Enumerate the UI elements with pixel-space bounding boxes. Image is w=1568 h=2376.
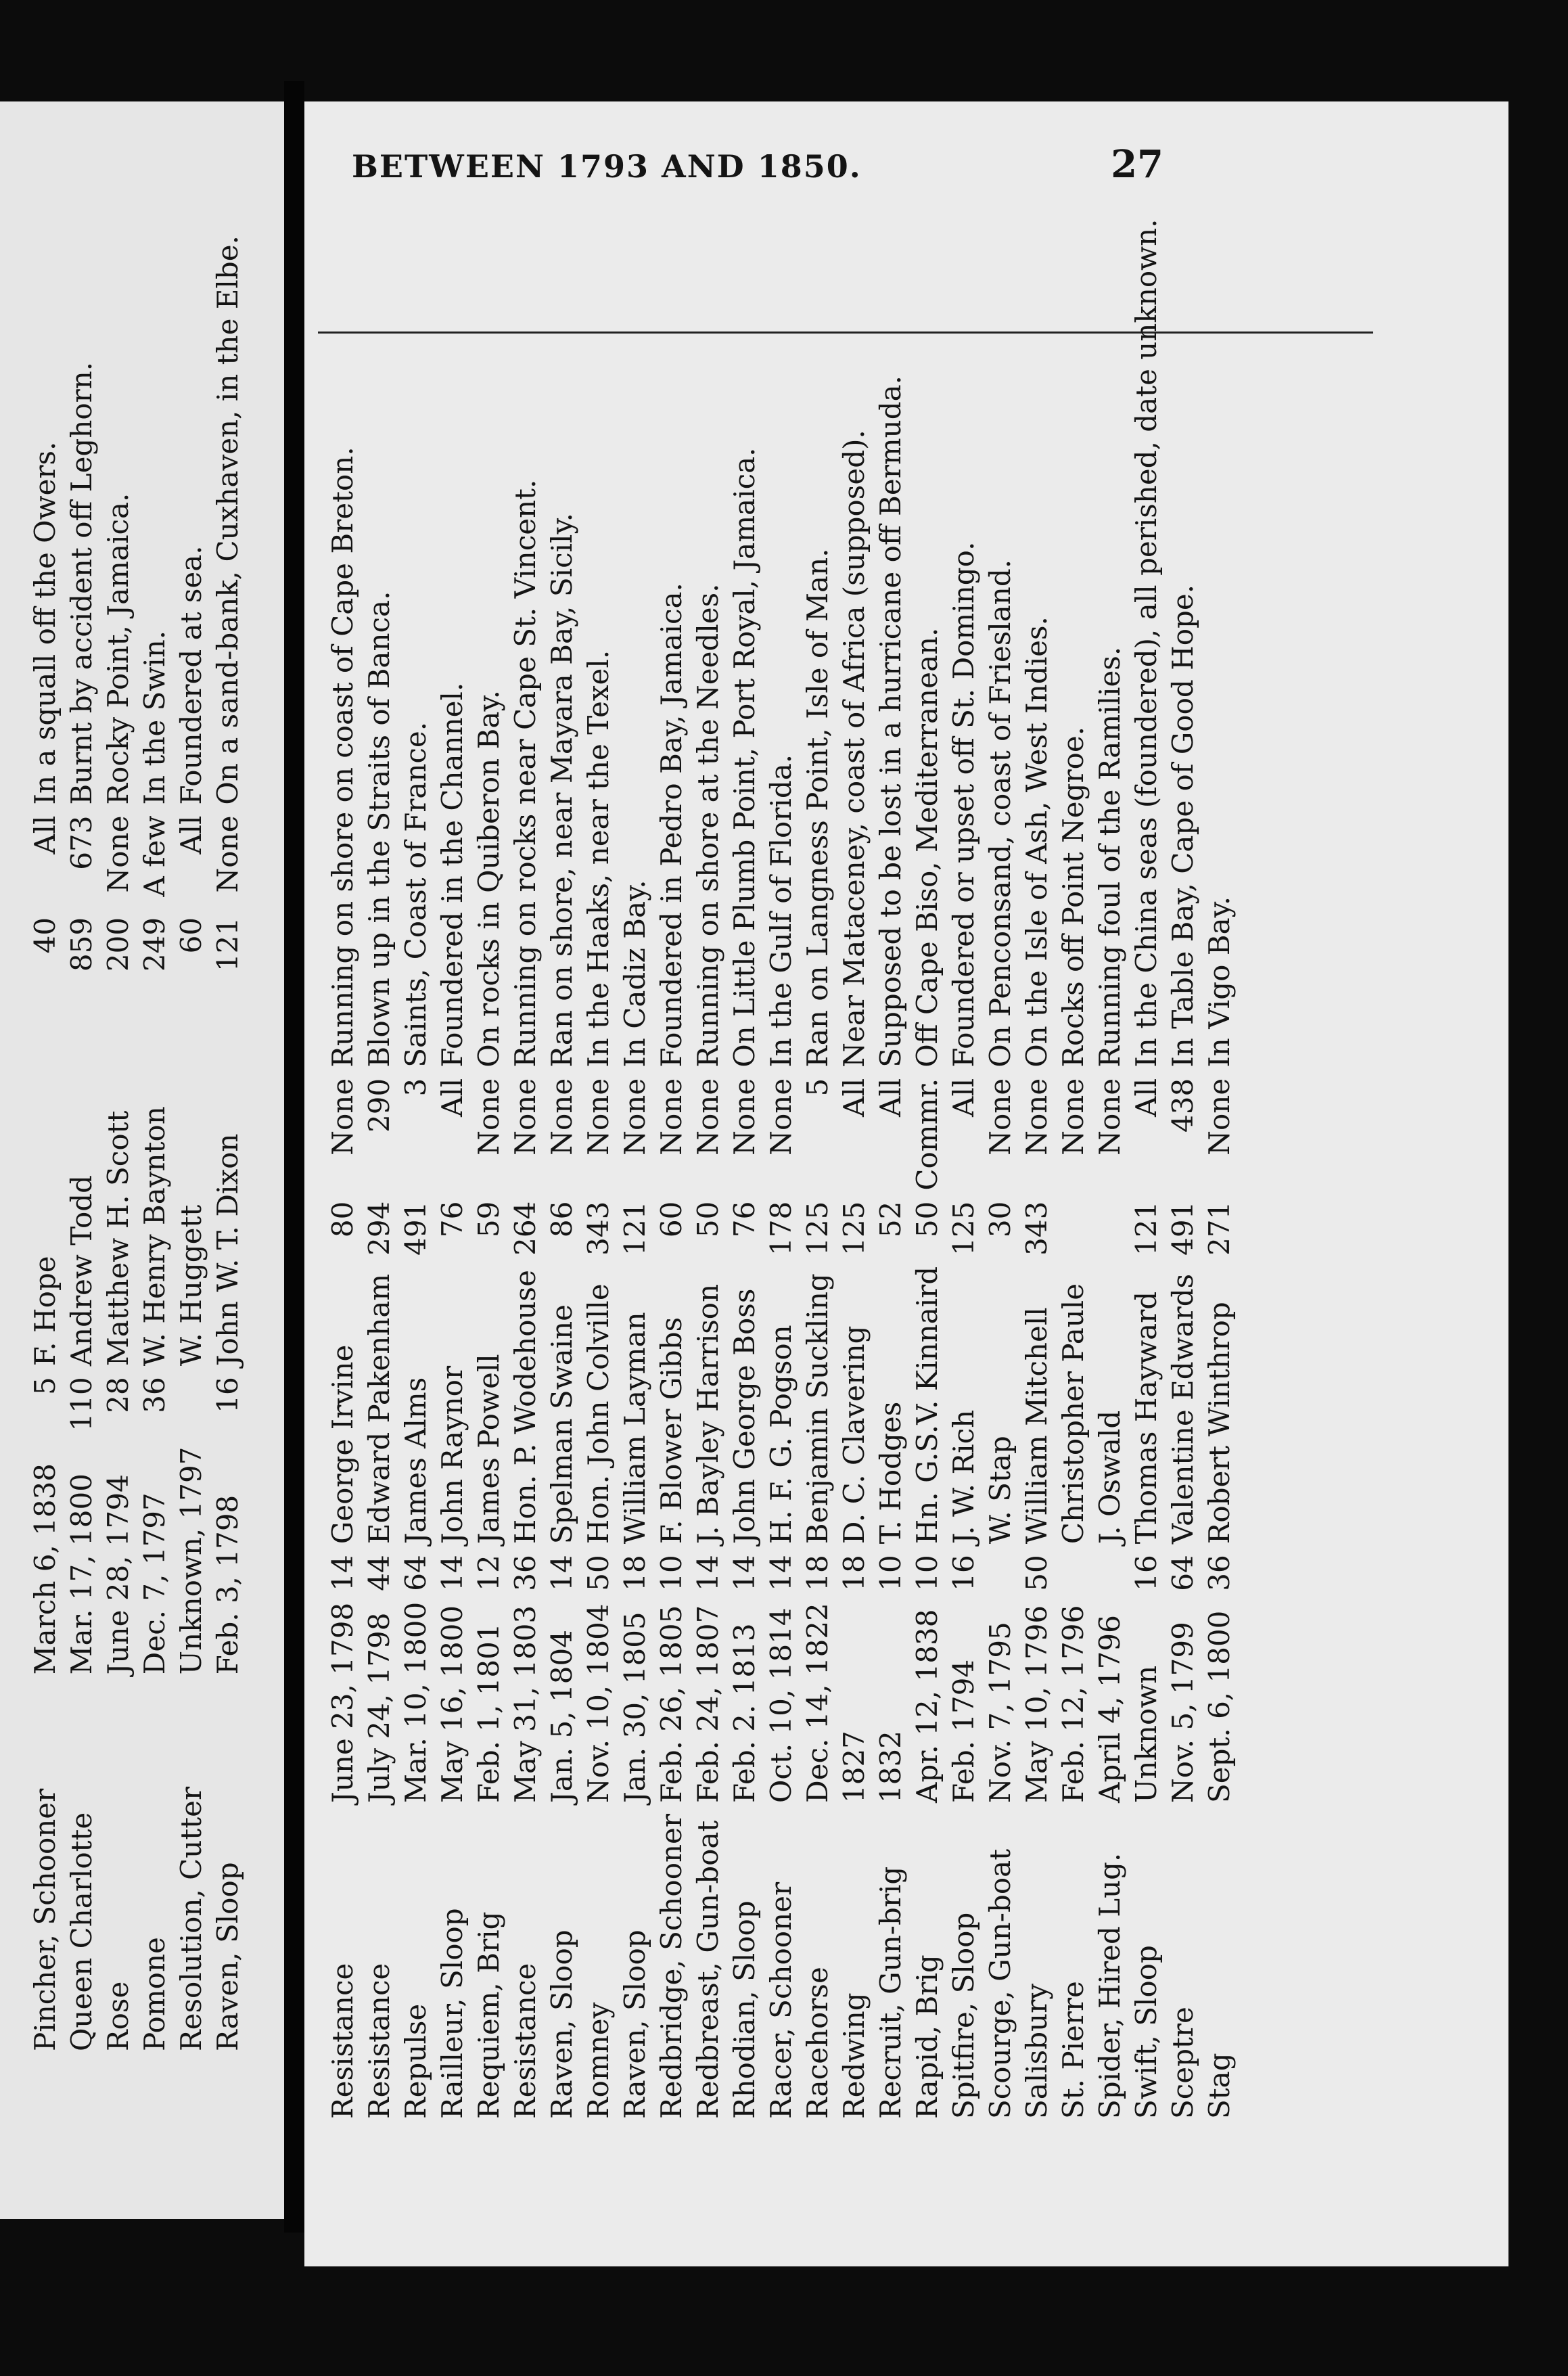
place-cell: Burnt by accident off Leghorn. [65, 361, 98, 805]
ship-cell: Redbridge, Schooner [655, 1814, 688, 2119]
guns-cell: 14 [764, 1555, 798, 1591]
lost-cell: None [1020, 1078, 1053, 1156]
table-row [210, 230, 246, 2057]
guns-cell [1055, 1549, 1092, 1596]
date-cell: Feb. 26, 1805 [655, 1605, 688, 1803]
guns-cell: 10 [655, 1555, 688, 1591]
commander-cell: Christopher Paule [1057, 1283, 1090, 1545]
commander-cell: William Mitchell [1020, 1307, 1053, 1545]
commander-cell: Edward Pakenham [363, 1273, 396, 1545]
guns-cell: 18 [801, 1555, 834, 1591]
place-cell: Foundered in the Channel. [436, 682, 469, 1068]
date-cell: June 23, 1798 [326, 1602, 359, 1803]
date-cell: Unknown [1130, 1665, 1163, 1803]
ship-cell: Resistance [326, 1963, 359, 2119]
crew-cell: 30 [984, 1201, 1017, 1238]
ship-cell: St. Pierre [1057, 1981, 1090, 2119]
lost-cell: A few [138, 815, 171, 897]
commander-cell: D. C. Clavering [837, 1325, 871, 1545]
lost-cell: All [947, 1078, 980, 1117]
table-row [361, 213, 398, 2124]
crew-cell: 249 [138, 917, 171, 972]
commander-cell: J. W. Rich [947, 1409, 980, 1545]
table-row [836, 213, 873, 2124]
commander-cell: William Layman [618, 1312, 651, 1545]
lost-cell: None [472, 1078, 505, 1156]
losses-table-rotated [325, 219, 1353, 2124]
ship-cell: Rose [101, 1981, 135, 2051]
ship-cell: Spitfire, Sloop [947, 1912, 980, 2119]
guns-cell [982, 1549, 1019, 1596]
date-cell: Mar. 10, 1800 [399, 1601, 432, 1803]
crew-cell: 491 [399, 1201, 432, 1256]
date-cell: Feb. 1794 [947, 1659, 980, 1803]
guns-cell: 36 [1203, 1555, 1236, 1591]
commander-cell: T. Hodges [874, 1401, 907, 1545]
commander-cell: W. Stap [984, 1436, 1017, 1545]
date-cell: Dec. 7, 1797 [138, 1492, 171, 1675]
table-row [946, 213, 982, 2124]
table-row [617, 213, 653, 2124]
commander-cell: Matthew H. Scott [101, 1110, 135, 1367]
lost-cell: All [175, 815, 208, 854]
ship-cell: Redwing [837, 1992, 871, 2119]
date-cell: 1827 [837, 1731, 871, 1803]
commander-cell: Benjamin Suckling [801, 1273, 834, 1545]
table-row [1128, 213, 1165, 2124]
table-row [398, 213, 434, 2124]
date-cell: Feb. 24, 1807 [691, 1605, 724, 1803]
commander-cell: Hon. John Colville [582, 1283, 615, 1545]
crew-cell: 125 [801, 1201, 834, 1256]
crew-cell: 60 [175, 917, 208, 954]
crew-cell [1055, 1196, 1092, 1261]
guns-cell: 5 [28, 1377, 62, 1396]
losses-table [325, 213, 1238, 2124]
guns-cell: 44 [363, 1555, 396, 1591]
crew-cell: 121 [1130, 1201, 1163, 1256]
place-cell: In the Swin. [138, 630, 171, 805]
date-cell: Unknown, 1797 [175, 1446, 208, 1675]
table-row [982, 213, 1019, 2124]
table-row [800, 213, 836, 2124]
lost-cell: None [691, 1078, 724, 1156]
place-cell: On a sand-bank, Cuxhaven, in the Elbe. [211, 235, 244, 805]
place-cell: Rocky Point, Jamaica. [101, 493, 135, 805]
commander-cell: Valentine Edwards [1166, 1273, 1199, 1545]
lost-cell: All [874, 1078, 907, 1117]
table-row [909, 213, 946, 2124]
ship-cell: Railleur, Sloop [436, 1908, 469, 2119]
ship-cell: Repulse [399, 2003, 432, 2119]
place-cell: Ran on shore, near Mayara Bay, Sicily. [545, 513, 578, 1068]
lost-cell: Commr. [910, 1078, 944, 1191]
previous-page [0, 101, 284, 2219]
lost-cell: None [1093, 1078, 1126, 1156]
crew-cell: 50 [910, 1201, 944, 1238]
date-cell: Nov. 5, 1799 [1166, 1622, 1199, 1803]
ship-cell: Romney [582, 2002, 615, 2119]
table-row [690, 213, 727, 2124]
guns-cell: 36 [138, 1377, 171, 1413]
guns-cell: 16 [1130, 1555, 1163, 1591]
date-cell: Nov. 10, 1804 [582, 1603, 615, 1803]
place-cell: Supposed to be lost in a hurricane off Bermuda. [874, 375, 907, 1068]
guns-cell: 14 [545, 1555, 578, 1591]
ship-cell: Resolution, Cutter [175, 1786, 208, 2051]
date-cell: Feb. 3, 1798 [211, 1494, 244, 1675]
lost-cell: 290 [363, 1078, 396, 1133]
place-cell: On Little Plumb Point, Port Royal, Jamaica. [728, 447, 761, 1068]
commander-cell: W. Huggett [175, 1204, 208, 1367]
table-row [1165, 213, 1201, 2124]
guns-cell: 14 [326, 1555, 359, 1591]
ship-cell: Pincher, Schooner [28, 1788, 62, 2051]
lost-cell: 673 [65, 815, 98, 870]
commander-cell: J. Oswald [1093, 1410, 1126, 1545]
crew-cell: 52 [874, 1201, 907, 1238]
place-cell: In Vigo Bay. [1203, 896, 1236, 1068]
place-cell: Off Cape Biso, Mediterranean. [910, 627, 944, 1068]
ship-cell: Requiem, Brig [472, 1911, 505, 2119]
guns-cell: 10 [874, 1555, 907, 1591]
place-cell: Running on shore on coast of Cape Breton. [326, 447, 359, 1068]
table-row [471, 213, 507, 2124]
crew-cell: 125 [947, 1201, 980, 1256]
lost-cell: All [436, 1078, 469, 1117]
date-cell: May 31, 1803 [509, 1605, 542, 1803]
place-cell: Running on rocks near Cape St. Vincent. [509, 479, 542, 1068]
date-cell: May 10, 1796 [1020, 1605, 1053, 1803]
crew-cell: 80 [326, 1201, 359, 1238]
crew-cell: 178 [764, 1201, 798, 1256]
date-cell: July 24, 1798 [363, 1612, 396, 1803]
guns-cell: 16 [947, 1555, 980, 1591]
crew-cell: 343 [1020, 1201, 1053, 1256]
lost-cell: 438 [1166, 1078, 1199, 1133]
ship-cell: Raven, Sloop [545, 1929, 578, 2119]
lost-cell: None [764, 1078, 798, 1156]
commander-cell: Thomas Hayward [1130, 1291, 1163, 1545]
table-row [544, 213, 580, 2124]
date-cell: June 28, 1794 [101, 1474, 135, 1675]
commander-cell: F. Blower Gibbs [655, 1317, 688, 1545]
lost-cell: 3 [399, 1078, 432, 1097]
crew-cell: 294 [363, 1201, 396, 1256]
commander-cell: John George Boss [728, 1288, 761, 1545]
place-cell: In a squall off the Owers. [28, 441, 62, 805]
guns-cell: 28 [101, 1377, 135, 1413]
guns-cell: 12 [472, 1555, 505, 1591]
lost-cell: None [1203, 1078, 1236, 1156]
guns-cell: 50 [1020, 1555, 1053, 1591]
crew-cell: 121 [618, 1201, 651, 1256]
place-cell: Saints, Coast of France. [399, 721, 432, 1068]
lost-cell: None [728, 1078, 761, 1156]
table-row [173, 230, 210, 2057]
commander-cell: George Irvine [326, 1344, 359, 1545]
ship-cell: Resistance [363, 1963, 396, 2119]
ship-cell: Racehorse [801, 1967, 834, 2119]
crew-cell: 264 [509, 1201, 542, 1256]
lost-cell: All [1130, 1078, 1163, 1117]
date-cell: March 6, 1838 [28, 1463, 62, 1675]
guns-cell: 36 [509, 1555, 542, 1591]
commander-cell: Robert Winthrop [1203, 1302, 1236, 1545]
table-row [64, 230, 100, 2057]
date-cell: Jan. 30, 1805 [618, 1612, 651, 1803]
guns-cell: 50 [582, 1555, 615, 1591]
page-number: 27 [1111, 142, 1163, 187]
crew-cell: 859 [65, 917, 98, 972]
date-cell: Feb. 2. 1813 [728, 1623, 761, 1803]
lost-cell: None [211, 815, 244, 893]
commander-cell: Hon. P. Wodehouse [509, 1270, 542, 1545]
table-row [434, 213, 471, 2124]
guns-cell: 18 [618, 1555, 651, 1591]
place-cell: In the Gulf of Florida. [764, 754, 798, 1068]
previous-page-rotated [0, 101, 284, 2219]
lost-cell: None [509, 1078, 542, 1156]
page-title: BETWEEN 1793 AND 1850. [352, 148, 862, 185]
crew-cell: 76 [728, 1201, 761, 1238]
guns-cell: 64 [399, 1555, 432, 1591]
lost-cell: None [582, 1078, 615, 1156]
ship-cell: Stag [1203, 2053, 1236, 2119]
place-cell: Foundered at sea. [175, 545, 208, 805]
guns-cell: 64 [1166, 1555, 1199, 1591]
place-cell: In the China seas (foundered), all perished, date unknown. [1130, 219, 1163, 1068]
place-cell: Running on shore at the Needles. [691, 583, 724, 1068]
crew-cell: 76 [436, 1201, 469, 1238]
place-cell: Running foul of the Ramilies. [1093, 646, 1126, 1068]
crew-cell: 50 [691, 1201, 724, 1238]
date-cell: Sept. 6, 1800 [1203, 1610, 1236, 1803]
commander-cell: Hn. G.S.V. Kinnaird [910, 1266, 944, 1545]
guns-cell: 14 [691, 1555, 724, 1591]
date-cell: Mar. 17, 1800 [65, 1473, 98, 1675]
ship-cell: Resistance [509, 1963, 542, 2119]
date-cell: Nov. 7, 1795 [984, 1622, 1017, 1803]
date-cell: 1832 [874, 1731, 907, 1803]
lost-cell: None [1057, 1078, 1090, 1156]
ship-cell: Salisbury [1020, 1984, 1053, 2119]
ship-cell: Racer, Schooner [764, 1881, 798, 2119]
lost-cell: None [618, 1078, 651, 1156]
ship-cell: Rapid, Brig [910, 1955, 944, 2119]
table-row [1055, 213, 1092, 2124]
guns-cell: 110 [65, 1377, 98, 1432]
lost-cell: None [101, 815, 135, 893]
running-head [352, 142, 1163, 187]
ship-cell: Scourge, Gun-boat [984, 1848, 1017, 2119]
ship-cell: Raven, Sloop [211, 1862, 244, 2051]
table-row [580, 213, 617, 2124]
crew-cell [1092, 1196, 1128, 1261]
table-row [325, 213, 361, 2124]
lost-cell: None [326, 1078, 359, 1156]
place-cell: On rocks in Quiberon Bay. [472, 690, 505, 1068]
guns-cell [173, 1371, 210, 1441]
guns-cell: 10 [910, 1555, 944, 1591]
date-cell: Apr. 12, 1838 [910, 1609, 944, 1803]
crew-cell: 59 [472, 1201, 505, 1238]
place-cell: Foundered or upset off St. Domingo. [947, 541, 980, 1068]
lost-cell: All [837, 1078, 871, 1117]
crew-cell: 271 [1203, 1201, 1236, 1256]
table-row [653, 213, 690, 2124]
lost-cell: 5 [801, 1078, 834, 1097]
lost-cell: None [655, 1078, 688, 1156]
crew-cell: 86 [545, 1201, 578, 1238]
table-row [507, 213, 544, 2124]
ship-cell: Spider, Hired Lug. [1093, 1852, 1126, 2119]
place-cell: Ran on Langness Point, Isle of Man. [801, 548, 834, 1068]
table-row [137, 230, 173, 2057]
table-row [1092, 213, 1128, 2124]
place-cell: Foundered in Pedro Bay, Jamaica. [655, 582, 688, 1068]
table-row [1201, 213, 1238, 2124]
place-cell: In Cadiz Bay. [618, 879, 651, 1068]
guns-cell: 18 [837, 1555, 871, 1591]
date-cell: April 4, 1796 [1093, 1615, 1126, 1803]
commander-cell: F. Hope [28, 1256, 62, 1367]
table-row [873, 213, 909, 2124]
ship-cell: Recruit, Gun-brig [874, 1866, 907, 2119]
crew-cell: 491 [1166, 1201, 1199, 1256]
ship-cell: Rhodian, Sloop [728, 1900, 761, 2119]
date-cell: Oct. 10, 1814 [764, 1607, 798, 1803]
commander-cell: John Raynor [436, 1365, 469, 1545]
commander-cell: W. Henry Baynton [138, 1106, 171, 1367]
place-cell: Near Mataceney, coast of Africa (supposed). [837, 430, 871, 1068]
ship-cell: Swift, Sloop [1130, 1945, 1163, 2119]
lost-cell: None [545, 1078, 578, 1156]
crew-cell: 60 [655, 1201, 688, 1238]
crew-cell: 343 [582, 1201, 615, 1256]
place-cell: On Penconsand, coast of Friesland. [984, 559, 1017, 1068]
book-gutter [284, 81, 304, 2233]
place-cell: On the Isle of Ash, West Indies. [1020, 616, 1053, 1068]
table-row [100, 230, 137, 2057]
table-row [1019, 213, 1055, 2124]
place-cell: In the Haaks, near the Texel. [582, 649, 615, 1068]
crew-cell: 121 [211, 917, 244, 972]
commander-cell: Andrew Todd [65, 1174, 98, 1367]
commander-cell: John W. T. Dixon [211, 1133, 244, 1367]
table-row [727, 213, 763, 2124]
date-cell: Feb. 12, 1796 [1057, 1605, 1090, 1803]
place-cell: Blown up in the Straits of Banca. [363, 591, 396, 1068]
lost-cell: All [28, 815, 62, 854]
place-cell: In Table Bay, Cape of Good Hope. [1166, 584, 1199, 1068]
table-row [27, 230, 64, 2057]
lost-cell: None [984, 1078, 1017, 1156]
guns-cell: 14 [436, 1555, 469, 1591]
guns-cell: 16 [211, 1377, 244, 1413]
place-cell: Rocks off Point Negroe. [1057, 726, 1090, 1068]
ship-cell: Redbreast, Gun-boat [691, 1820, 724, 2119]
table-row [763, 213, 800, 2124]
commander-cell: Spelman Swaine [545, 1304, 578, 1545]
date-cell: Jan. 5, 1804 [545, 1630, 578, 1803]
date-cell: Feb. 1, 1801 [472, 1623, 505, 1803]
date-cell: Dec. 14, 1822 [801, 1603, 834, 1803]
commander-cell: H. F. G. Pogson [764, 1325, 798, 1545]
ship-cell: Queen Charlotte [65, 1812, 98, 2051]
date-cell: May 16, 1800 [436, 1605, 469, 1803]
crew-cell: 125 [837, 1201, 871, 1256]
ship-cell: Sceptre [1166, 2007, 1199, 2119]
guns-cell [1092, 1549, 1128, 1596]
ship-cell: Pomone [138, 1937, 171, 2051]
crew-cell: 200 [101, 917, 135, 972]
commander-cell: James Alms [399, 1377, 432, 1545]
previous-page-table [27, 230, 246, 2057]
commander-cell: James Powell [472, 1354, 505, 1545]
guns-cell: 14 [728, 1555, 761, 1591]
ship-cell: Raven, Sloop [618, 1929, 651, 2119]
crew-cell: 40 [28, 917, 62, 954]
commander-cell: J. Bayley Harrison [691, 1283, 724, 1545]
